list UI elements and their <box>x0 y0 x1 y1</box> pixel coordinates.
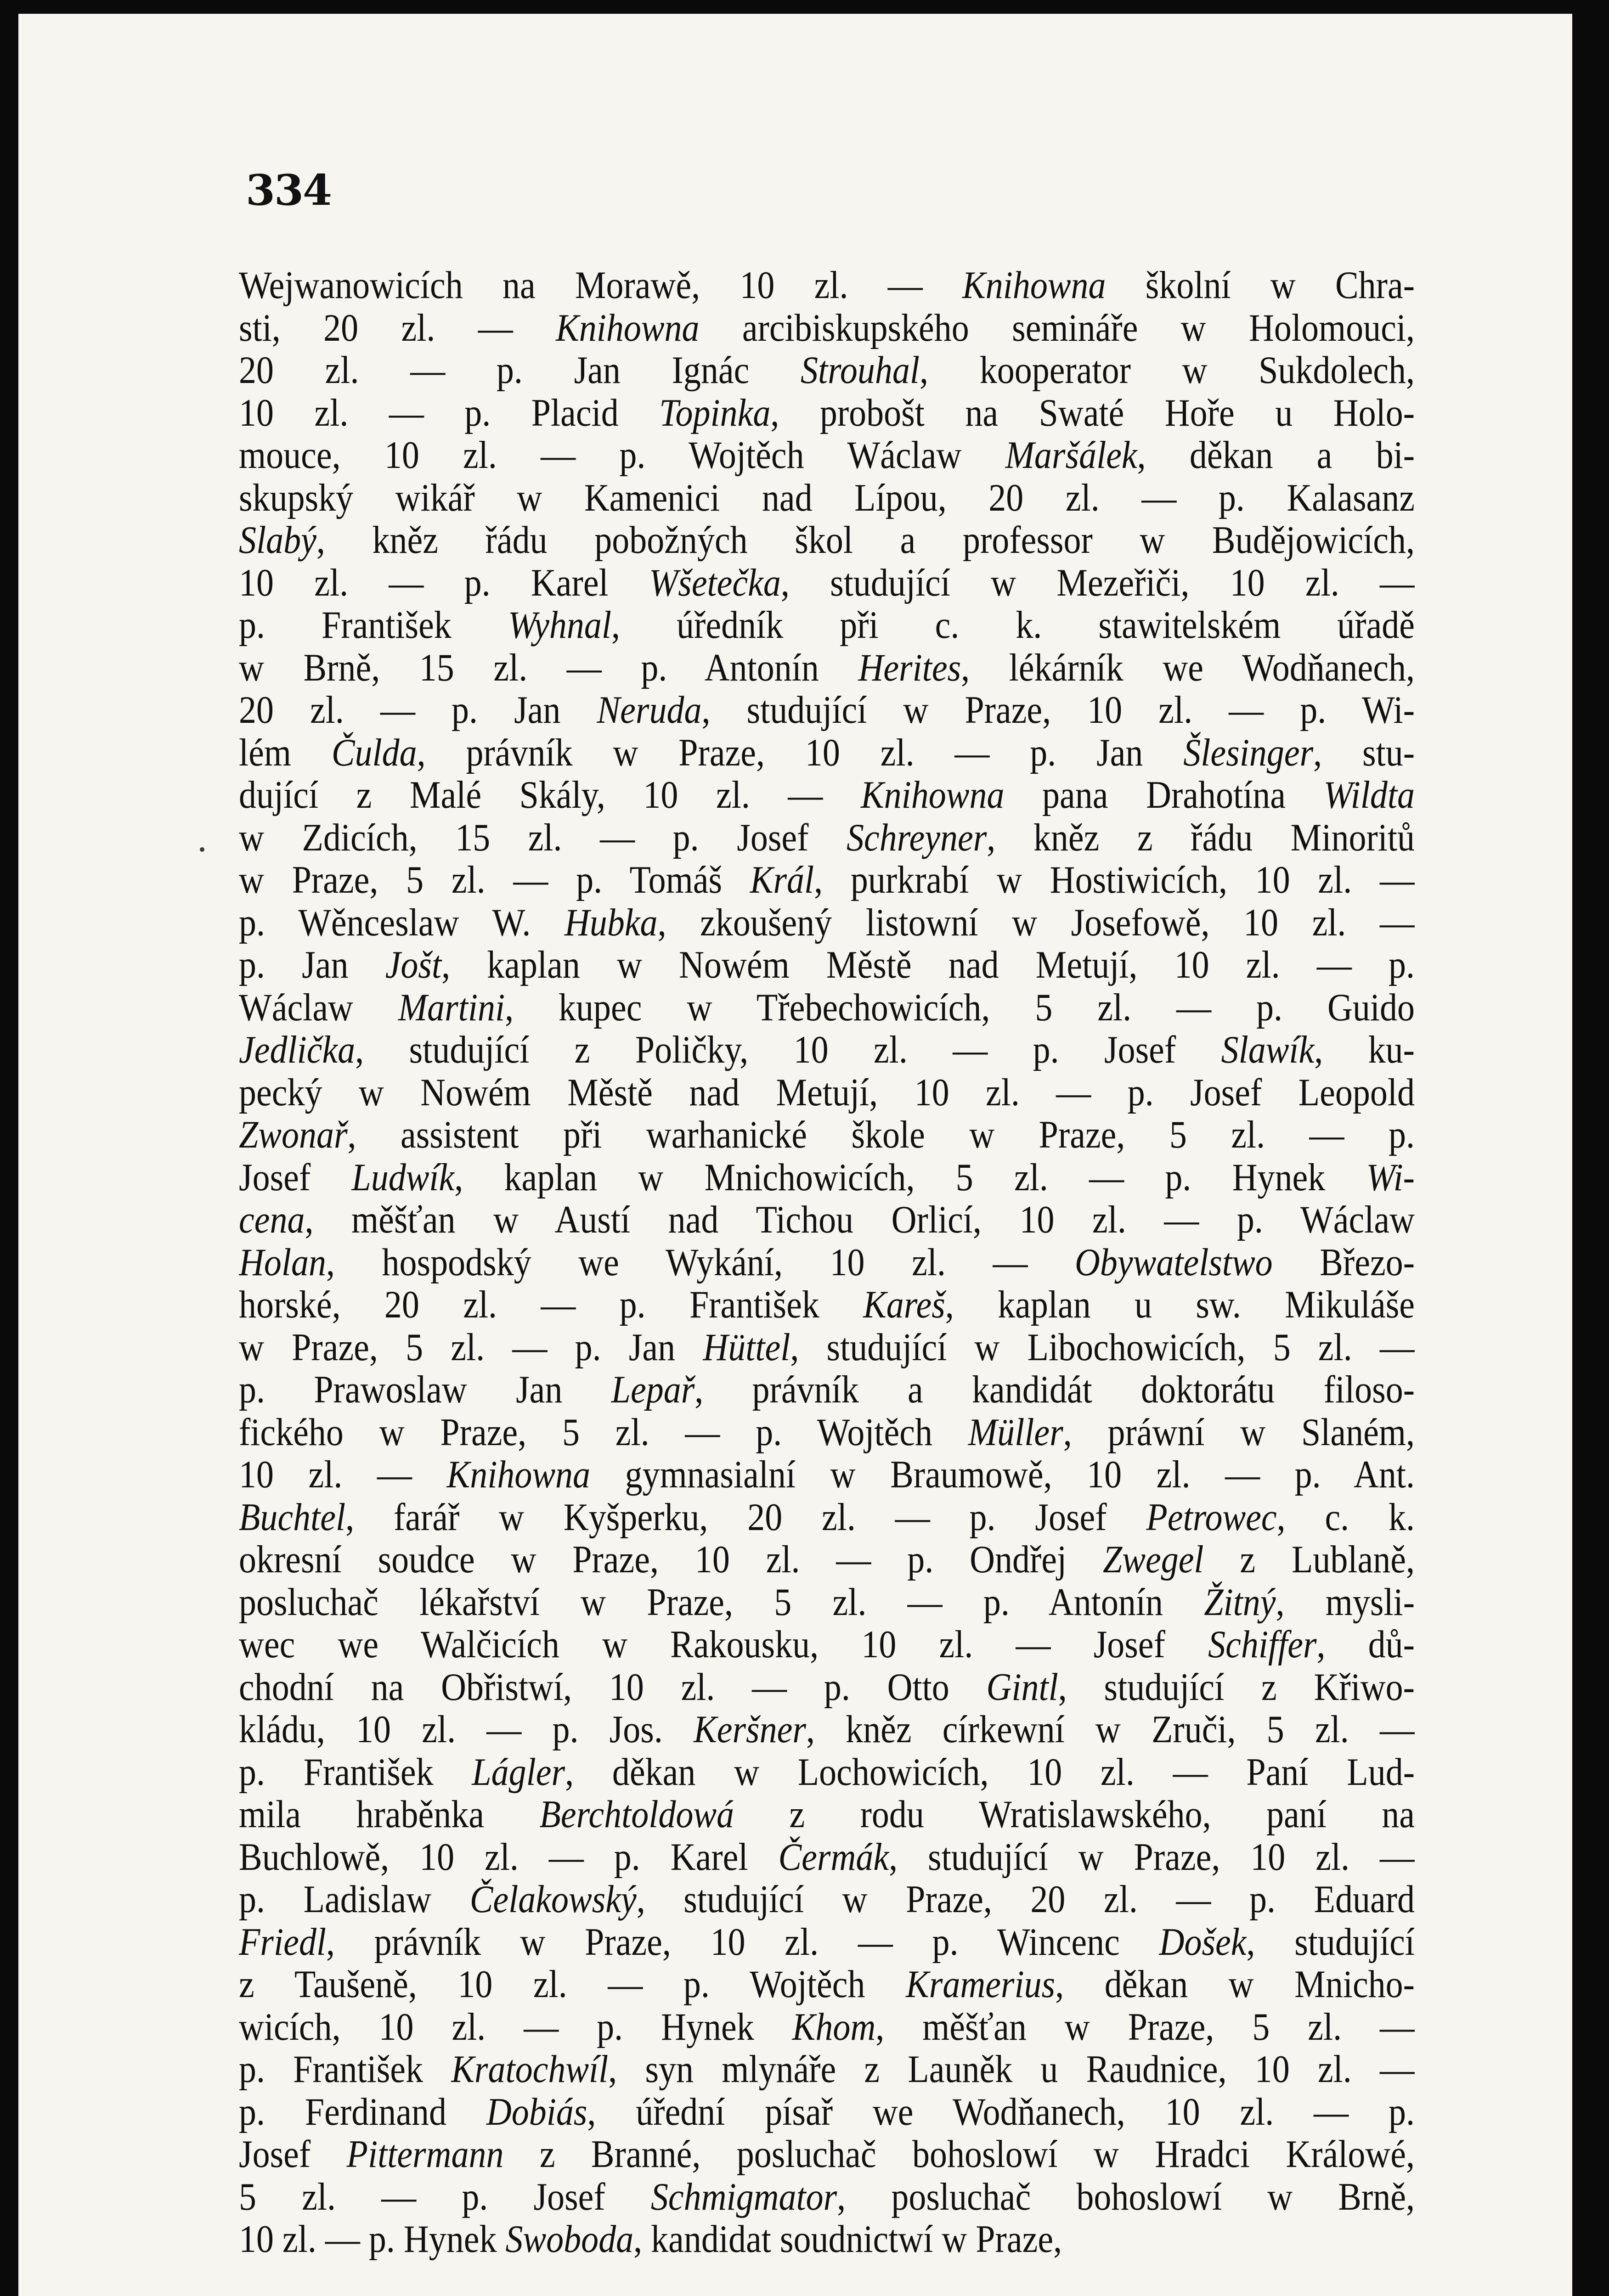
text-segment: 10 zl. — p. Karel <box>239 561 649 604</box>
text-segment: Buchlowě, 10 zl. — p. Karel <box>239 1835 779 1879</box>
text-line <box>239 1196 1415 1244</box>
text-line <box>239 474 1415 522</box>
italic-name: Topinka <box>659 391 771 434</box>
text-segment: p. František <box>239 603 508 647</box>
text-segment: dující z Malé Skály, 10 zl. — <box>239 773 861 817</box>
text-segment: školní w Chra- <box>1106 263 1415 307</box>
italic-name: Berchtoldowá <box>539 1792 734 1836</box>
text-segment: wec we Walčicích w Rakousku, 10 zl. — Josef <box>239 1622 1208 1666</box>
text-line <box>239 1366 1415 1413</box>
italic-name: Král <box>750 858 814 902</box>
text-line <box>239 1663 1415 1711</box>
text-segment: , assistent při warhanické škole w Praze, 5 zl. — p. <box>347 1113 1415 1157</box>
text-line <box>239 346 1415 394</box>
ink-speck <box>200 847 204 852</box>
text-line <box>239 2003 1415 2051</box>
italic-name: Došek <box>1159 1920 1247 1964</box>
text-segment: p. František <box>239 1750 472 1794</box>
italic-name: Holan <box>239 1240 326 1284</box>
italic-name: Jedlička <box>239 1028 356 1072</box>
text-segment: , stu- <box>1313 731 1415 774</box>
text-segment: w Praze, 5 zl. — p. Tomáš <box>239 858 750 902</box>
text-segment: , právník w Praze, 10 zl. — p. Jan <box>417 731 1184 774</box>
italic-name: Čelakowský <box>469 1877 637 1921</box>
italic-name: Müller <box>968 1410 1063 1454</box>
text-segment: , mysli- <box>1276 1580 1415 1624</box>
text-line <box>239 899 1415 946</box>
text-line <box>239 1960 1415 2008</box>
text-segment: Josef <box>239 1155 352 1199</box>
text-segment: wicích, 10 zl. — p. Hynek <box>239 2005 792 2048</box>
text-segment: , dů- <box>1316 1622 1415 1666</box>
italic-name: Neruda <box>597 688 702 732</box>
text-segment: , právník w Praze, 10 zl. — p. Wincenc <box>326 1920 1159 1964</box>
text-segment: , syn mlynáře z Launěk u Raudnice, 10 zl. — <box>608 2047 1415 2091</box>
text-line <box>239 1281 1415 1328</box>
text-segment: Wejwanowicích na Morawě, 10 zl. — <box>239 263 963 307</box>
text-segment: , kněz řádu pobožných škol a professor w Budějowicích, <box>316 518 1415 562</box>
italic-name: Čulda <box>331 731 417 774</box>
text-line <box>239 1111 1415 1159</box>
italic-name: Schiffer <box>1208 1622 1317 1666</box>
italic-name: Gintl <box>986 1665 1058 1709</box>
italic-name: Friedl <box>239 1920 326 1964</box>
text-segment: w Zdicích, 15 zl. — p. Josef <box>239 816 847 859</box>
text-segment: , c. k. <box>1276 1495 1415 1539</box>
italic-name: cena <box>239 1198 305 1242</box>
text-segment: Josef <box>239 2132 347 2176</box>
text-segment: , studující w Mezeřiči, 10 zl. — <box>780 561 1415 604</box>
text-segment: 20 zl. — p. Jan <box>239 688 597 732</box>
italic-name: Pittermann <box>346 2132 504 2176</box>
text-segment: , studující z Poličky, 10 zl. — p. Josef <box>355 1028 1221 1072</box>
text-segment: horské, 20 zl. — p. František <box>239 1283 864 1327</box>
italic-name: Slabý <box>239 518 316 562</box>
text-segment: skupský wikář w Kamenici nad Lípou, 20 zl. — p. Kalasanz <box>239 476 1415 519</box>
text-segment: p. Prawoslaw Jan <box>239 1367 611 1412</box>
text-segment: Wáclaw <box>239 985 398 1029</box>
text-line <box>239 1026 1415 1074</box>
text-segment: z Lublaně, <box>1203 1537 1415 1581</box>
text-segment: , probošt na Swaté Hoře u Holo- <box>770 391 1415 434</box>
italic-name: Lepař <box>611 1367 695 1412</box>
italic-name: Khom <box>792 2005 876 2048</box>
text-segment: , děkan a bi- <box>1137 433 1415 477</box>
text-segment: posluchač lékařství w Praze, 5 zl. — p. Antonín <box>239 1580 1204 1624</box>
text-segment: z rodu Wratislawského, paní na <box>734 1792 1415 1836</box>
text-segment: , hospodský we Wykání, 10 zl. — <box>326 1240 1075 1284</box>
italic-name: Čermák <box>778 1835 889 1879</box>
text-segment: lém <box>239 731 332 774</box>
text-segment: , posluchač bohoslowí w Brně, <box>837 2175 1415 2218</box>
text-segment: , studující w Praze, 20 zl. — p. Eduard <box>636 1877 1415 1921</box>
italic-name: Kramerius <box>906 1962 1056 2006</box>
text-segment: p. Jan <box>239 943 385 987</box>
italic-name: Knihowna <box>962 263 1106 307</box>
text-segment: gymnasialní w Braumowě, 10 zl. — p. Ant. <box>590 1452 1415 1497</box>
text-segment: arcibiskupského semináře w Holomouci, <box>699 306 1415 349</box>
text-segment: , ku- <box>1314 1028 1415 1072</box>
text-line <box>239 1875 1415 1923</box>
text-segment: 10 zl. — p. Hynek <box>239 2217 506 2261</box>
italic-name: Swoboda <box>505 2217 634 2261</box>
italic-name: Keršner <box>694 1707 806 1751</box>
text-line <box>239 1790 1415 1838</box>
italic-name: Maršálek <box>1005 433 1137 477</box>
italic-name: Petrowec <box>1146 1495 1277 1539</box>
italic-name: Zwegel <box>1103 1537 1204 1581</box>
body-text <box>239 264 1415 2261</box>
text-segment: , děkan w Lochowicích, 10 zl. — Paní Lud- <box>565 1750 1415 1794</box>
text-segment: , kněz z řádu Minoritů <box>987 816 1415 859</box>
text-line <box>239 771 1415 819</box>
text-line <box>239 516 1415 564</box>
italic-name: Obywatelstwo <box>1075 1240 1273 1284</box>
italic-name: Strouhal <box>801 348 920 392</box>
text-line <box>239 2215 1415 2263</box>
italic-name: Šlesinger <box>1183 731 1314 774</box>
text-segment: , kupec w Třebechowicích, 5 zl. — p. Guido <box>505 985 1415 1029</box>
text-segment: pana Drahotína <box>1004 773 1324 817</box>
text-line <box>239 1069 1415 1116</box>
text-segment: 10 zl. — p. Placid <box>239 391 660 434</box>
italic-name: Wi- <box>1366 1155 1415 1199</box>
text-segment: , kněz církewní w Zruči, 5 zl. — <box>806 1707 1415 1751</box>
text-segment: mouce, 10 zl. — p. Wojtěch Wáclaw <box>239 433 1005 477</box>
text-segment: z Branné, posluchač bohoslowí w Hradci Králowé, <box>503 2132 1415 2176</box>
text-segment: p. Wěnceslaw W. <box>239 900 565 944</box>
text-segment: sti, 20 zl. — <box>239 306 556 349</box>
text-line <box>239 1918 1415 1966</box>
italic-name: Ludwík <box>351 1155 455 1199</box>
text-segment: , studující w Praze, 10 zl. — p. Wi- <box>701 688 1415 732</box>
text-segment: p. Ferdinand <box>239 2090 486 2133</box>
text-line <box>239 856 1415 904</box>
text-segment: fického w Praze, 5 zl. — p. Wojtěch <box>239 1410 968 1454</box>
italic-name: Žitný <box>1204 1580 1276 1624</box>
italic-name: Zwonař <box>239 1113 348 1157</box>
text-line <box>239 2130 1415 2178</box>
text-line <box>239 1408 1415 1456</box>
text-segment: , kandidat soudnictwí w Praze, <box>633 2217 1062 2261</box>
italic-name: Martini <box>398 985 505 1029</box>
text-line <box>239 601 1415 649</box>
text-segment: okresní soudce w Praze, 10 zl. — p. Ondřej <box>239 1537 1103 1581</box>
text-segment: , studující <box>1246 1920 1415 1964</box>
italic-name: Buchtel <box>239 1495 346 1539</box>
text-line <box>239 814 1415 861</box>
text-line <box>239 941 1415 989</box>
text-segment: 5 zl. — p. Josef <box>239 2175 651 2218</box>
italic-name: Schmigmator <box>650 2175 837 2218</box>
text-line <box>239 1705 1415 1753</box>
italic-name: Wšetečka <box>649 561 781 604</box>
text-segment: , zkoušený listowní w Josefowě, 10 zl. — <box>657 900 1415 944</box>
text-segment: , úřední písař we Wodňanech, 10 zl. — p. <box>587 2090 1415 2133</box>
text-segment: w Brně, 15 zl. — p. Antonín <box>239 646 858 689</box>
text-segment: kládu, 10 zl. — p. Jos. <box>239 1707 694 1751</box>
text-segment: , úředník při c. k. stawitelském úřadě <box>611 603 1415 647</box>
text-line <box>239 431 1415 479</box>
text-line <box>239 686 1415 734</box>
italic-name: Schreyner <box>847 816 987 859</box>
text-line <box>239 2088 1415 2136</box>
text-segment: , kaplan w Mnichowicích, 5 zl. — p. Hynek <box>454 1155 1366 1199</box>
text-segment: , kaplan u sw. Mikuláše <box>945 1283 1415 1327</box>
text-line <box>239 559 1415 607</box>
italic-name: Hüttel <box>703 1325 790 1369</box>
text-segment: , purkrabí w Hostiwicích, 10 zl. — <box>814 858 1415 902</box>
italic-name: Kratochwíl <box>451 2047 609 2091</box>
text-segment: mila hraběnka <box>239 1792 540 1836</box>
italic-name: Knihowna <box>556 306 700 349</box>
italic-name: Jošt <box>385 943 442 987</box>
text-line <box>239 1578 1415 1626</box>
text-segment: , kaplan w Nowém Městě nad Metují, 10 zl. — p. <box>441 943 1415 987</box>
italic-name: Dobiás <box>486 2090 587 2133</box>
italic-name: Hubka <box>564 900 658 944</box>
text-line <box>239 1493 1415 1541</box>
text-line <box>239 304 1415 352</box>
text-segment: chodní na Obřistwí, 10 zl. — p. Otto <box>239 1665 987 1709</box>
text-segment: pecký w Nowém Městě nad Metují, 10 zl. — p. Josef Leopold <box>239 1070 1415 1114</box>
text-segment: , měšťan w Austí nad Tichou Orlicí, 10 zl. — p. Wáclaw <box>305 1198 1415 1242</box>
text-segment: , děkan w Mnicho- <box>1055 1962 1415 2006</box>
text-line <box>239 389 1415 437</box>
text-line <box>239 644 1415 692</box>
text-line <box>239 1833 1415 1881</box>
text-segment: , lékárník we Wodňanech, <box>961 646 1415 689</box>
text-segment: , studující w Praze, 10 zl. — <box>889 1835 1415 1879</box>
italic-name: Knihowna <box>446 1452 591 1497</box>
text-line <box>239 729 1415 777</box>
text-segment: , kooperator w Sukdolech, <box>920 348 1415 392</box>
text-line <box>239 1238 1415 1286</box>
text-line <box>239 1748 1415 1796</box>
page-number: 334 <box>246 165 332 215</box>
text-line <box>239 1536 1415 1583</box>
text-segment: z Taušeně, 10 zl. — p. Wojtěch <box>239 1962 906 2006</box>
text-segment: , právník a kandidát doktorátu filoso- <box>694 1367 1415 1412</box>
text-line <box>239 1323 1415 1371</box>
text-line <box>239 1621 1415 1668</box>
text-line <box>239 2045 1415 2093</box>
italic-name: Wyhnal <box>508 603 612 647</box>
italic-name: Herites <box>858 646 961 689</box>
italic-name: Lágler <box>472 1750 565 1794</box>
text-segment: , měšťan w Praze, 5 zl. — <box>875 2005 1415 2048</box>
book-page <box>18 14 1572 2296</box>
text-segment: , práwní w Slaném, <box>1063 1410 1415 1454</box>
italic-name: Knihowna <box>860 773 1005 817</box>
text-segment: , studující w Libochowicích, 5 zl. — <box>790 1325 1415 1369</box>
text-line <box>239 261 1415 309</box>
text-segment: 10 zl. — <box>239 1452 447 1497</box>
text-line <box>239 1154 1415 1201</box>
text-segment: p. Ladislaw <box>239 1877 470 1921</box>
text-line <box>239 2173 1415 2221</box>
text-line <box>239 1451 1415 1498</box>
text-segment: , studující z Křiwo- <box>1058 1665 1415 1709</box>
text-segment: p. František <box>239 2047 452 2091</box>
italic-name: Slawík <box>1221 1028 1315 1072</box>
italic-name: Wildta <box>1323 773 1415 817</box>
text-segment: w Praze, 5 zl. — p. Jan <box>239 1325 703 1369</box>
text-segment: , farář w Kyšperku, 20 zl. — p. Josef <box>345 1495 1146 1539</box>
text-segment: 20 zl. — p. Jan Ignác <box>239 348 801 392</box>
italic-name: Kareš <box>863 1283 945 1327</box>
text-line <box>239 984 1415 1031</box>
text-segment: Březo- <box>1272 1240 1415 1284</box>
